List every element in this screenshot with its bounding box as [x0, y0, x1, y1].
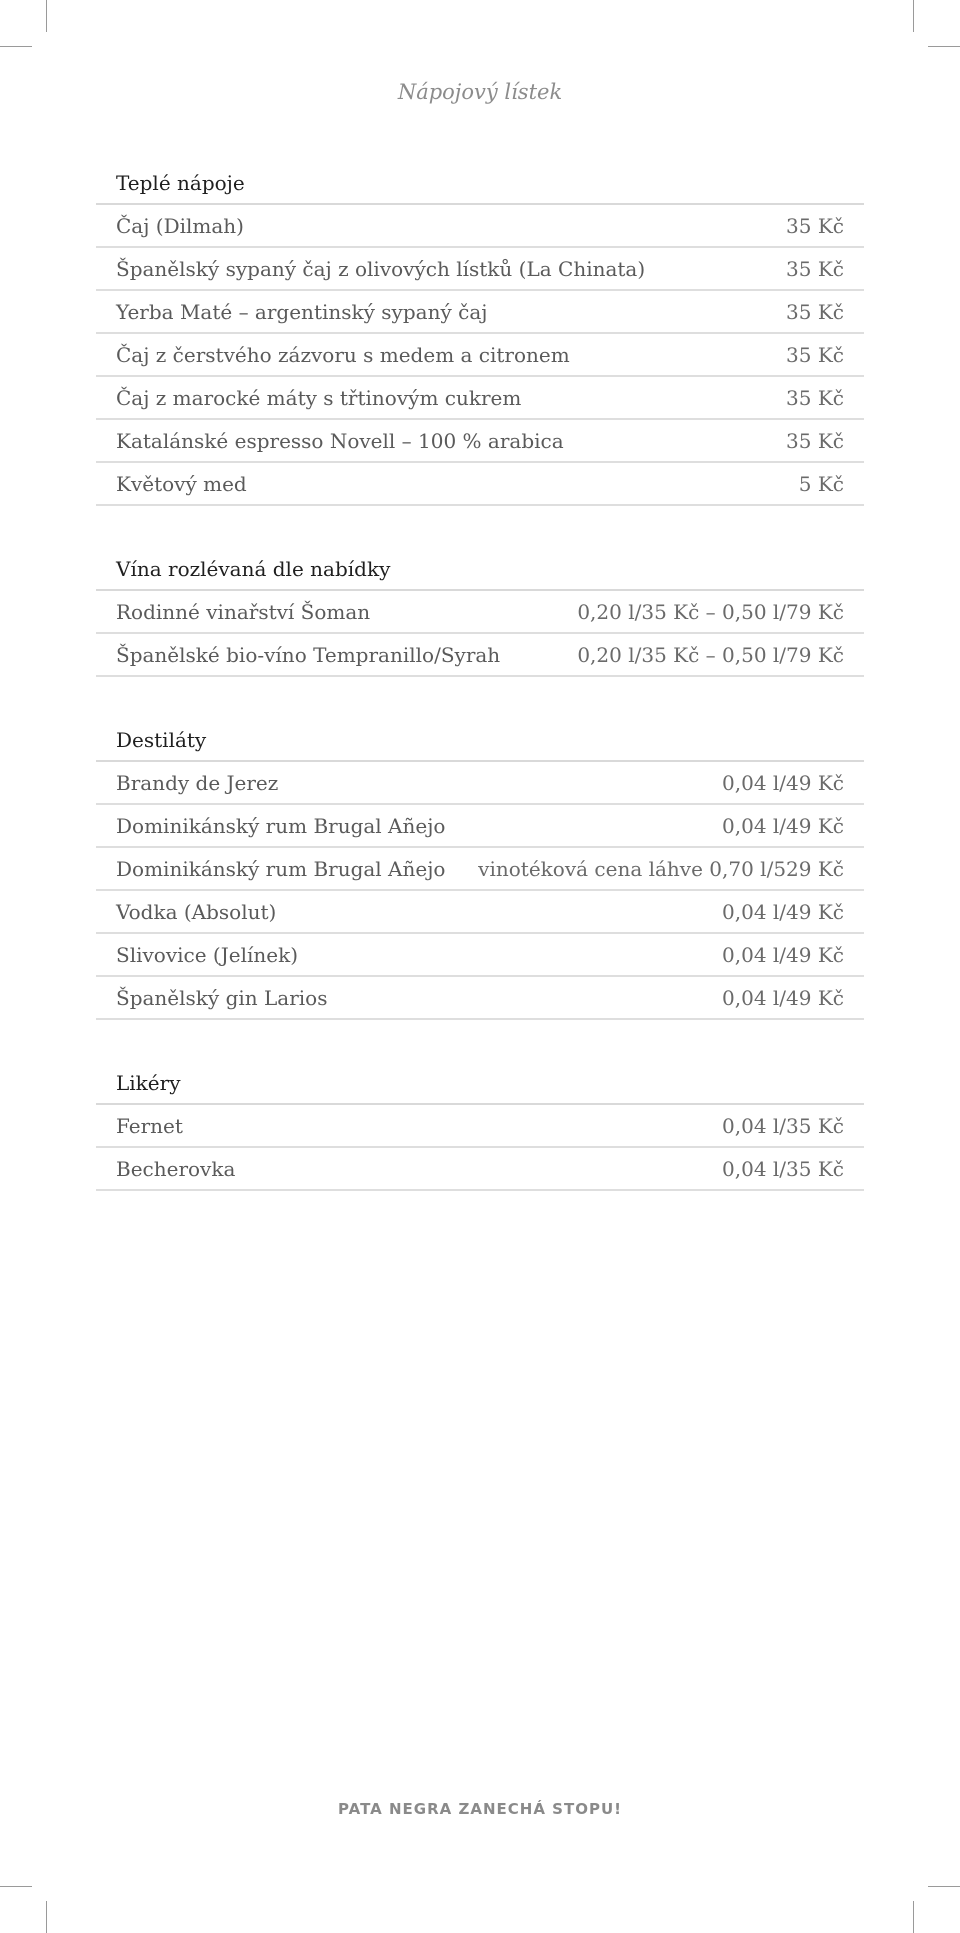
item-price: 5 Kč: [798, 471, 844, 496]
menu-section-hot-drinks: [96, 163, 864, 506]
menu-row: [96, 762, 864, 805]
item-price: 0,04 l/49 Kč: [722, 942, 844, 967]
item-name: Španělské bio-víno Tempranillo/Syrah: [116, 642, 501, 667]
menu-row: [96, 805, 864, 848]
crop-mark: [913, 0, 914, 32]
crop-mark: [0, 1886, 32, 1887]
item-price: 0,04 l/49 Kč: [722, 770, 844, 795]
section-title: Destiláty: [96, 720, 864, 762]
menu-row: [96, 1105, 864, 1148]
menu-section-wines: [96, 549, 864, 677]
drinks-menu: [96, 163, 864, 1234]
item-name: Yerba Maté – argentinský sypaný čaj: [116, 299, 488, 324]
menu-row: [96, 934, 864, 977]
item-name: Vodka (Absolut): [116, 899, 277, 924]
item-price: 35 Kč: [786, 342, 844, 367]
item-name: Květový med: [116, 471, 247, 496]
item-price: 0,04 l/35 Kč: [722, 1113, 844, 1138]
menu-row: [96, 377, 864, 420]
item-price: 0,04 l/49 Kč: [722, 985, 844, 1010]
item-price: 35 Kč: [786, 385, 844, 410]
item-name: Brandy de Jerez: [116, 770, 279, 795]
item-name: Dominikánský rum Brugal Añejo: [116, 813, 446, 838]
footer-slogan: PATA NEGRA ZANECHÁ STOPU!: [338, 1800, 622, 1818]
item-name: Španělský gin Larios: [116, 985, 328, 1010]
menu-section-spirits: [96, 720, 864, 1020]
menu-section-liqueurs: [96, 1063, 864, 1191]
menu-row: [96, 634, 864, 677]
item-name: Čaj (Dilmah): [116, 213, 244, 238]
item-price: 0,04 l/49 Kč: [722, 813, 844, 838]
item-price: 35 Kč: [786, 428, 844, 453]
section-title: Teplé nápoje: [96, 163, 864, 205]
item-price: 35 Kč: [786, 256, 844, 281]
item-name: Dominikánský rum Brugal Añejo: [116, 856, 446, 881]
item-price: 0,04 l/35 Kč: [722, 1156, 844, 1181]
crop-mark: [928, 1886, 960, 1887]
menu-row: [96, 420, 864, 463]
item-price: 35 Kč: [786, 213, 844, 238]
page-title: Nápojový lístek: [397, 80, 563, 104]
section-title: Likéry: [96, 1063, 864, 1105]
menu-row: [96, 248, 864, 291]
item-name: Slivovice (Jelínek): [116, 942, 299, 967]
crop-mark: [46, 0, 47, 32]
item-name: Čaj z čerstvého zázvoru s medem a citronem: [116, 342, 570, 367]
menu-row: [96, 291, 864, 334]
item-name: Rodinné vinařství Šoman: [116, 599, 371, 624]
crop-mark: [0, 46, 32, 47]
item-price: 0,20 l/35 Kč – 0,50 l/79 Kč: [577, 642, 844, 667]
menu-row: [96, 334, 864, 377]
item-price: 0,04 l/49 Kč: [722, 899, 844, 924]
menu-row: [96, 205, 864, 248]
crop-mark: [46, 1901, 47, 1933]
menu-row: [96, 977, 864, 1020]
item-name: Čaj z marocké máty s třtinovým cukrem: [116, 385, 522, 410]
item-name: Katalánské espresso Novell – 100 % arabica: [116, 428, 564, 453]
section-title: Vína rozlévaná dle nabídky: [96, 549, 864, 591]
menu-row: [96, 848, 864, 891]
item-price: vinotéková cena láhve 0,70 l/529 Kč: [478, 856, 844, 881]
menu-row: [96, 463, 864, 506]
crop-mark: [913, 1901, 914, 1933]
menu-row: [96, 591, 864, 634]
menu-row: [96, 1148, 864, 1191]
item-name: Španělský sypaný čaj z olivových lístků (La Chinata): [116, 256, 646, 281]
item-name: Fernet: [116, 1113, 183, 1138]
crop-mark: [928, 46, 960, 47]
menu-row: [96, 891, 864, 934]
item-name: Becherovka: [116, 1156, 236, 1181]
item-price: 0,20 l/35 Kč – 0,50 l/79 Kč: [577, 599, 844, 624]
item-price: 35 Kč: [786, 299, 844, 324]
